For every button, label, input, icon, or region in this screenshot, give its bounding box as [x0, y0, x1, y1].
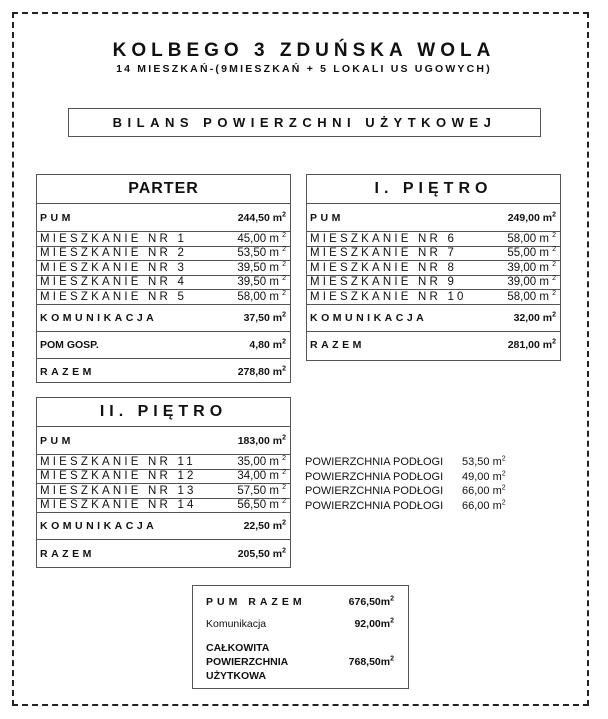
pietro1-pum-row — [307, 204, 560, 232]
floor-area-label: POWIERZCHNIA PODŁOGI — [305, 499, 444, 512]
apartment-label: MIESZKANIE NR 5 — [40, 290, 188, 303]
pom-gosp-value: 4,80 $m^2$ — [249, 338, 286, 351]
komunikacja-label: KOMUNIKACJA — [40, 311, 158, 324]
list-item — [305, 455, 506, 470]
floor-area-label: POWIERZCHNIA PODŁOGI — [305, 456, 444, 468]
floor-area-value: 66,00 $m^2$ — [462, 484, 506, 497]
apartment-value: 53,50 m $^2$ — [237, 246, 286, 260]
apartment-value: 34,00 m $^2$ — [237, 469, 286, 483]
total-value: $768,50m^2$ — [348, 655, 394, 668]
razem-label: RAZEM — [40, 547, 95, 560]
floor-area-list — [305, 455, 506, 513]
parter-table — [36, 174, 291, 383]
komunikacja-value: 37,50 $m^2$ — [243, 311, 286, 324]
table-row — [37, 232, 290, 247]
apartment-value: 58,00 m $^2$ — [507, 231, 556, 245]
parter-pum-row — [37, 204, 290, 232]
apartment-label: MIESZKANIE NR 12 — [40, 470, 197, 483]
apartment-value: 35,00 m $^2$ — [237, 454, 286, 468]
pom-gosp-label: POM GOSP. — [40, 338, 99, 351]
table-row — [37, 484, 290, 499]
apartment-value: 39,50 m $^2$ — [237, 260, 286, 274]
summary-total-row — [206, 641, 394, 683]
razem-value: 278,80 $m^2$ — [237, 365, 286, 378]
parter-title: PARTER — [37, 175, 290, 204]
komunikacja-label: Komunikacja — [206, 618, 267, 630]
pum-razem-label: PUM RAZEM — [206, 596, 306, 608]
apartment-label: MIESZKANIE NR 13 — [40, 484, 197, 497]
floor-area-value: 49,00 $m^2$ — [462, 469, 506, 483]
summary-box — [192, 585, 409, 689]
apartment-label: MIESZKANIE NR 11 — [40, 455, 196, 468]
apartment-label: MIESZKANIE NR 6 — [310, 232, 458, 245]
table-row — [37, 261, 290, 276]
pietro2-komunikacja-row — [37, 513, 290, 540]
pietro1-table — [306, 174, 561, 361]
table-row — [37, 290, 290, 305]
apartment-label: MIESZKANIE NR 7 — [310, 247, 458, 260]
razem-value: 281,00 $m^2$ — [507, 338, 556, 351]
pum-value: 183,00 $m^2$ — [237, 434, 286, 447]
apartment-value: 45,00 m $^2$ — [237, 231, 286, 245]
apartment-label: MIESZKANIE NR 8 — [310, 261, 458, 274]
table-row — [37, 276, 290, 291]
floor-area-value: 53,50 $m^2$ — [462, 455, 506, 468]
pietro2-razem-row — [37, 540, 290, 567]
razem-value: 205,50 $m^2$ — [237, 547, 286, 560]
pietro2-title: II. PIĘTRO — [37, 398, 290, 427]
apartment-value: 56,50 m $^2$ — [237, 498, 286, 512]
list-item — [305, 484, 506, 499]
section-banner: BILANS POWIERZCHNI UŻYTKOWEJ — [68, 108, 541, 137]
table-row — [307, 276, 560, 291]
apartment-label: MIESZKANIE NR 2 — [40, 247, 188, 260]
apartment-value: 39,00 m $^2$ — [507, 260, 556, 274]
parter-komunikacja-row — [37, 305, 290, 332]
list-item — [305, 470, 506, 485]
floor-area-value: 66,00 $m^2$ — [462, 498, 506, 512]
komunikacja-value: 22,50 $m^2$ — [243, 519, 286, 532]
komunikacja-label: KOMUNIKACJA — [310, 311, 428, 324]
floor-area-label: POWIERZCHNIA PODŁOGI — [305, 485, 444, 497]
apartment-label: MIESZKANIE NR 9 — [310, 276, 458, 289]
pietro2-table — [36, 397, 291, 568]
summary-pum-row — [206, 596, 394, 608]
apartment-value: 58,00 m $^2$ — [507, 289, 556, 303]
parter-razem-row — [37, 359, 290, 386]
apartment-value: 55,00 m $^2$ — [507, 246, 556, 260]
table-row — [37, 247, 290, 262]
komunikacja-value: $92,00m^2$ — [354, 617, 394, 630]
pietro1-razem-row — [307, 332, 560, 359]
apartment-value: 57,50 m $^2$ — [237, 483, 286, 497]
table-row — [37, 455, 290, 470]
apartment-value: 39,50 m $^2$ — [237, 275, 286, 289]
pum-label: PUM — [40, 434, 74, 447]
apartment-label: MIESZKANIE NR 1 — [40, 232, 188, 245]
table-row — [307, 261, 560, 276]
table-row — [307, 290, 560, 305]
apartment-label: MIESZKANIE NR 3 — [40, 261, 188, 274]
floor-area-label: POWIERZCHNIA PODŁOGI — [305, 470, 444, 483]
summary-komunikacja-row — [206, 618, 394, 630]
pietro1-komunikacja-row — [307, 305, 560, 332]
apartment-label: MIESZKANIE NR 4 — [40, 276, 188, 289]
komunikacja-value: 32,00 $m^2$ — [513, 311, 556, 324]
total-label: CAŁKOWITA POWIERZCHNIA UŻYTKOWA — [206, 642, 289, 682]
table-row — [307, 232, 560, 247]
razem-label: RAZEM — [310, 339, 365, 351]
table-row — [307, 247, 560, 262]
table-row — [37, 499, 290, 514]
pum-label: PUM — [40, 211, 74, 224]
document-title: KOLBEGO 3 ZDUŃSKA WOLA — [112, 40, 496, 61]
table-row — [37, 470, 290, 485]
razem-label: RAZEM — [40, 366, 95, 378]
pum-label: PUM — [310, 211, 344, 224]
pum-razem-value: $676,50m^2$ — [348, 595, 394, 608]
list-item — [305, 499, 506, 514]
pum-value: 249,00 $m^2$ — [507, 211, 556, 224]
apartment-value: 58,00 m $^2$ — [237, 289, 286, 303]
parter-pom-gosp-row — [37, 332, 290, 359]
document-subtitle: 14 MIESZKAŃ-(9MIESZKAŃ + 5 LOKALI US UGOWYCH) — [116, 63, 492, 75]
apartment-label: MIESZKANIE NR 10 — [310, 290, 467, 303]
pietro2-pum-row — [37, 427, 290, 455]
pietro1-title: I. PIĘTRO — [307, 175, 560, 204]
komunikacja-label: KOMUNIKACJA — [40, 520, 158, 532]
apartment-label: MIESZKANIE NR 14 — [40, 499, 197, 512]
pum-value: 244,50 $m^2$ — [237, 211, 286, 224]
apartment-value: 39,00 m $^2$ — [507, 275, 556, 289]
